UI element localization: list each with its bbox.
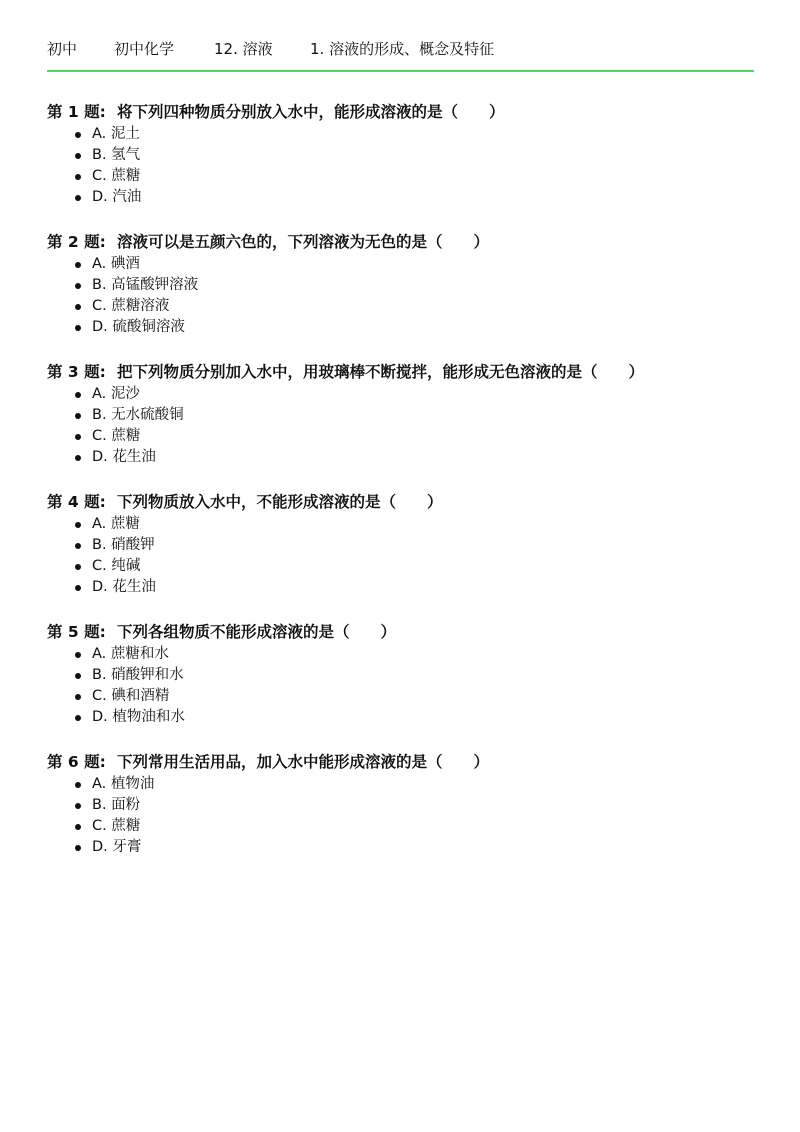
option-item[interactable]: C. 蔗糖 [75, 166, 767, 187]
question-item [47, 360, 767, 468]
question-number: 第 1 题: [47, 103, 106, 121]
option-item[interactable]: A. 植物油 [75, 774, 767, 795]
question-number: 第 4 题: [47, 493, 106, 511]
question-title [47, 620, 767, 644]
breadcrumb-subject[interactable]: 初中化学 [114, 40, 175, 58]
question-number: 第 2 题: [47, 233, 106, 251]
option-item[interactable]: C. 蔗糖 [75, 426, 767, 447]
option-item[interactable]: D. 花生油 [75, 447, 767, 468]
question-text: 下列物质放入水中，不能形成溶液的是（ ） [117, 493, 443, 511]
question-number: 第 3 题: [47, 363, 106, 381]
option-item[interactable]: D. 硫酸铜溶液 [75, 317, 767, 338]
question-item [47, 490, 767, 598]
option-list [47, 774, 767, 858]
option-item[interactable]: D. 汽油 [75, 187, 767, 208]
question-title [47, 750, 767, 774]
option-item[interactable]: C. 蔗糖 [75, 816, 767, 837]
option-list [47, 644, 767, 728]
option-item[interactable]: B. 高锰酸钾溶液 [75, 275, 767, 296]
question-text: 把下列物质分别加入水中，用玻璃棒不断搅拌，能形成无色溶液的是（ ） [117, 363, 645, 381]
question-text: 下列各组物质不能形成溶液的是（ ） [117, 623, 397, 641]
option-item[interactable]: B. 面粉 [75, 795, 767, 816]
option-item[interactable]: B. 硝酸钾和水 [75, 665, 767, 686]
question-title [47, 100, 767, 124]
question-title [47, 490, 767, 514]
breadcrumb [47, 38, 753, 59]
option-item[interactable]: B. 硝酸钾 [75, 535, 767, 556]
option-item[interactable]: B. 无水硫酸铜 [75, 405, 767, 426]
option-item[interactable]: B. 氢气 [75, 145, 767, 166]
option-list [47, 124, 767, 208]
breadcrumb-section[interactable]: 1. 溶液的形成、概念及特征 [310, 40, 495, 58]
question-title [47, 360, 767, 384]
option-item[interactable]: C. 蔗糖溶液 [75, 296, 767, 317]
breadcrumb-chapter[interactable]: 12. 溶液 [214, 40, 273, 58]
question-item [47, 100, 767, 208]
option-item[interactable]: D. 花生油 [75, 577, 767, 598]
question-item [47, 620, 767, 728]
option-item[interactable]: A. 蔗糖和水 [75, 644, 767, 665]
question-list [47, 100, 767, 880]
question-number: 第 5 题: [47, 623, 106, 641]
header-divider [47, 70, 754, 72]
option-item[interactable]: D. 植物油和水 [75, 707, 767, 728]
question-text: 下列常用生活用品，加入水中能形成溶液的是（ ） [117, 753, 490, 771]
question-item [47, 750, 767, 858]
option-item[interactable]: C. 纯碱 [75, 556, 767, 577]
option-list [47, 384, 767, 468]
question-number: 第 6 题: [47, 753, 106, 771]
option-list [47, 254, 767, 338]
question-text: 将下列四种物质分别放入水中，能形成溶液的是（ ） [117, 103, 505, 121]
option-item[interactable]: A. 蔗糖 [75, 514, 767, 535]
option-item[interactable]: D. 牙膏 [75, 837, 767, 858]
option-list [47, 514, 767, 598]
question-title [47, 230, 767, 254]
option-item[interactable]: A. 碘酒 [75, 254, 767, 275]
option-item[interactable]: A. 泥土 [75, 124, 767, 145]
question-item [47, 230, 767, 338]
option-item[interactable]: C. 碘和酒精 [75, 686, 767, 707]
breadcrumb-level[interactable]: 初中 [47, 40, 78, 58]
question-text: 溶液可以是五颜六色的，下列溶液为无色的是（ ） [117, 233, 490, 251]
option-item[interactable]: A. 泥沙 [75, 384, 767, 405]
